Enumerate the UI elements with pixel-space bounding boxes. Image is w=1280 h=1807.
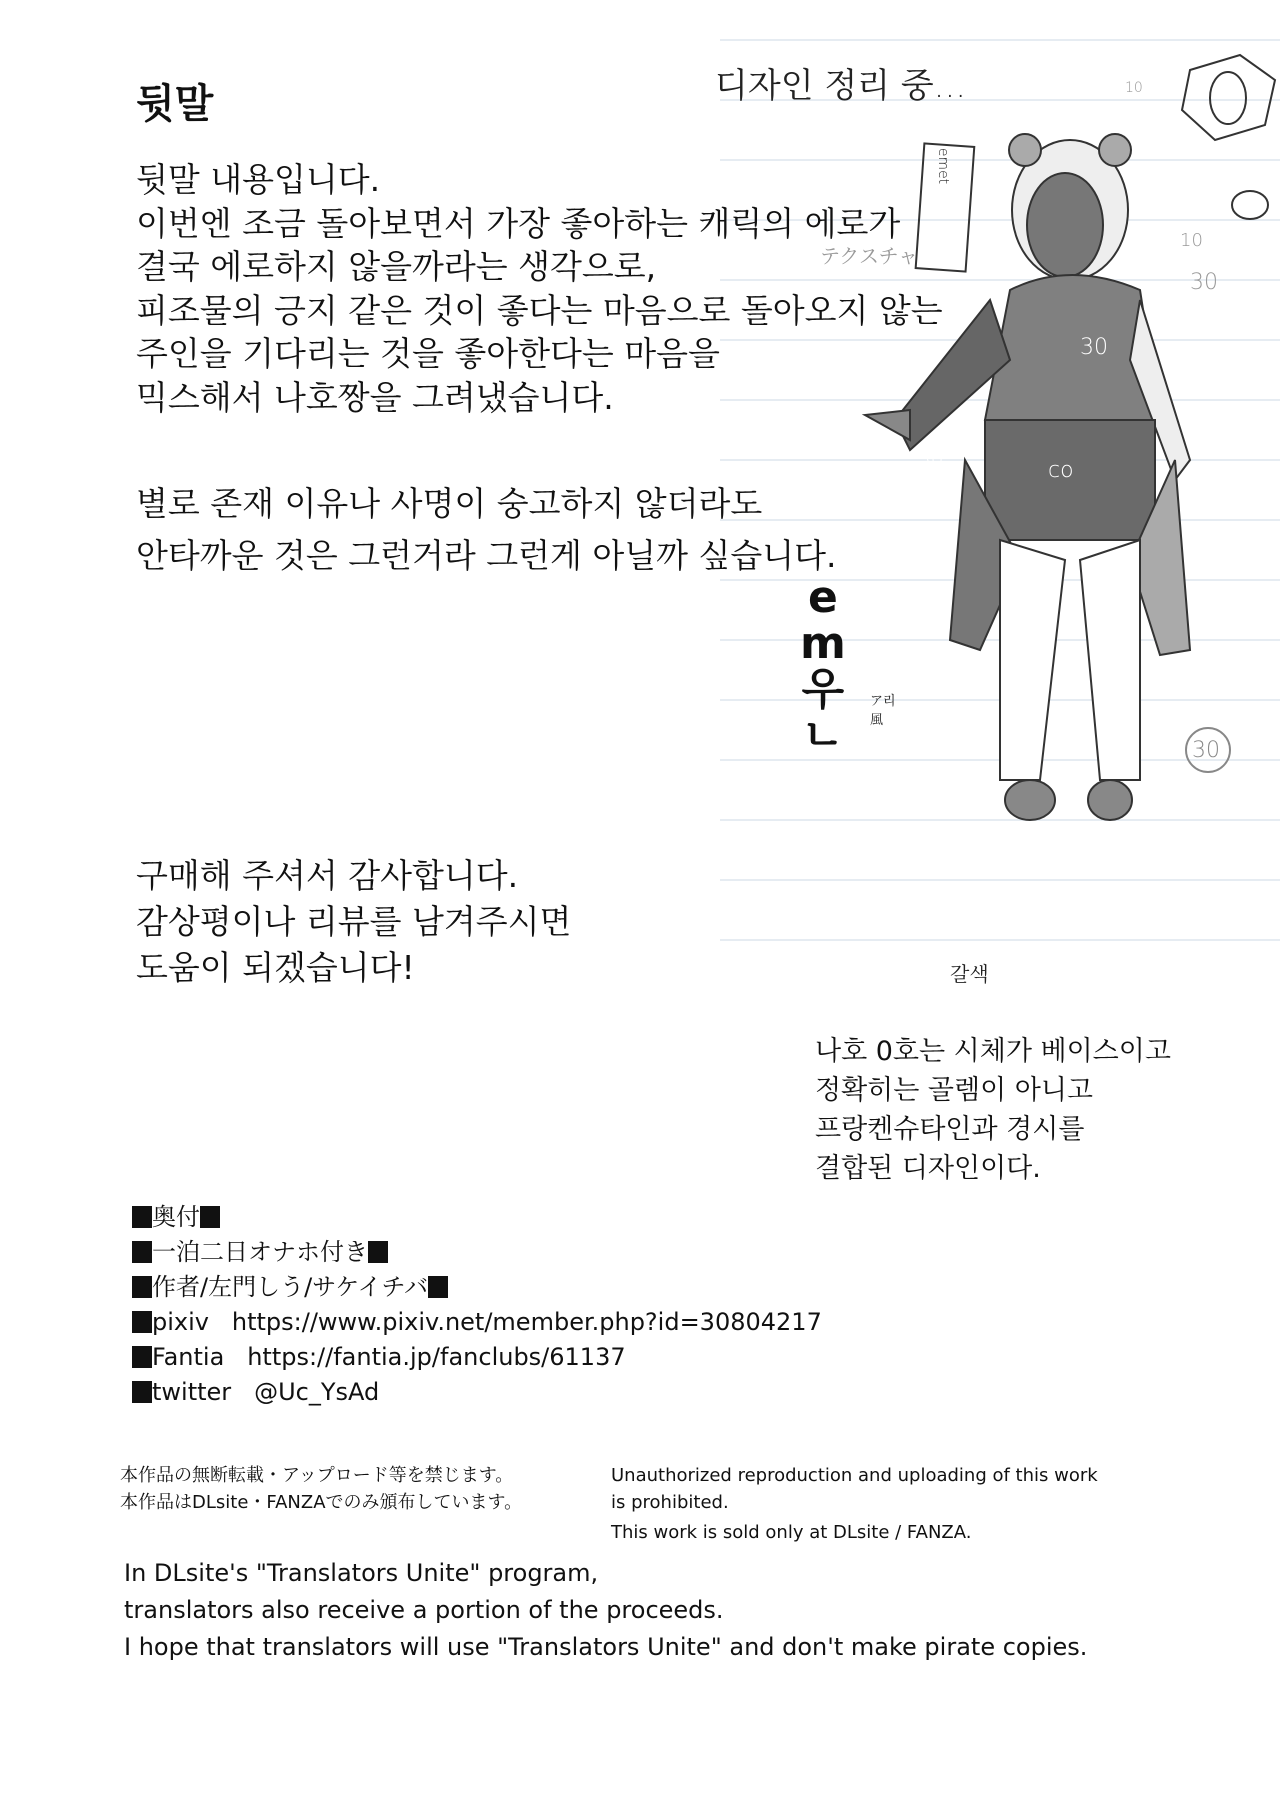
square-bullet-icon <box>200 1206 220 1228</box>
fantia-link[interactable]: https://fantia.jp/fanclubs/61137 <box>247 1343 626 1371</box>
square-bullet-icon <box>132 1241 152 1263</box>
square-bullet-icon <box>368 1241 388 1263</box>
square-bullet-icon <box>428 1276 448 1298</box>
text-line: 本作品の無断転載・アップロード等を禁じます。 <box>120 1465 514 1486</box>
colophon-text: 作者/左門しう/サケイチバ <box>152 1273 429 1301</box>
text-line: This work is sold only at DLsite / FANZA. <box>611 1522 972 1543</box>
sketch-vertical-word <box>800 572 846 761</box>
legal-notice-en <box>611 1462 1098 1546</box>
text-line: 이번엔 조금 돌아보면서 가장 좋아하는 캐릭의 에로가 <box>136 203 901 243</box>
text-line: 나호 0호는 시체가 베이스이고 <box>815 1036 1171 1067</box>
legal-notice-jp <box>120 1462 522 1516</box>
translators-unite-note <box>124 1555 1087 1666</box>
afterword-paragraph-1 <box>136 158 943 419</box>
colophon-line <box>132 1200 822 1235</box>
page-title: 뒷말 <box>136 81 214 127</box>
nut-bolt-doodle <box>1182 55 1275 219</box>
text-line: translators also receive a portion of the proceeds. <box>124 1596 724 1624</box>
sketch-plate-label: emet <box>935 147 952 185</box>
sketch-letter: e <box>808 572 838 623</box>
twitter-link[interactable]: @Uc_YsAd <box>254 1378 380 1406</box>
sketch-mark: 50 <box>918 447 944 471</box>
text-line: is prohibited. <box>611 1492 729 1513</box>
colophon-line <box>132 1235 822 1270</box>
text-line: Unauthorized reproduction and uploading of this work <box>611 1465 1098 1486</box>
sketch-letter: 우 <box>801 664 845 715</box>
text-line: 주인을 기다리는 것을 좋아한다는 마음을 <box>136 334 720 373</box>
sketch-brown-label: 갈색 <box>950 962 989 986</box>
sketch-small-note: ア리 風 <box>870 694 896 728</box>
pixiv-link[interactable]: https://www.pixiv.net/member.php?id=30804217 <box>231 1308 822 1336</box>
square-bullet-icon <box>132 1381 152 1403</box>
text-line: 정확히는 골렘이 아니고 <box>815 1075 1093 1106</box>
text-line: I hope that translators will use "Translators Unite" and don't make pirate copies. <box>124 1633 1088 1661</box>
square-bullet-icon <box>132 1276 152 1298</box>
sketch-mark: 10 <box>1180 230 1203 251</box>
afterword-paragraph-2 <box>136 478 837 582</box>
sketch-heading: 디자인 정리 중... <box>715 66 967 106</box>
sketch-letter: m <box>800 618 846 669</box>
text-line: 뒷말 내용입니다. <box>136 160 381 199</box>
sketch-mark: 10 <box>1125 80 1143 96</box>
pixiv-link-line <box>132 1305 822 1340</box>
text-line: 本作品はDLsite・FANZAでのみ頒布しています。 <box>120 1492 523 1513</box>
design-note <box>815 1032 1171 1188</box>
colophon-line <box>132 1270 822 1305</box>
text-line: 피조물의 긍지 같은 것이 좋다는 마음으로 돌아오지 않는 <box>136 290 943 330</box>
sketch-mark: co <box>1048 458 1074 483</box>
text-line: In DLsite's "Translators Unite" program, <box>124 1559 599 1587</box>
text-line: 결국 에로하지 않을까라는 생각으로, <box>136 247 657 286</box>
thanks-paragraph <box>136 853 571 991</box>
sketch-mark: 30 <box>1190 270 1218 295</box>
sketch-texture-label: テクスチャ <box>820 244 918 268</box>
text-line: 믹스해서 나호짱을 그려냈습니다. <box>136 377 614 417</box>
square-bullet-icon <box>132 1311 152 1333</box>
square-bullet-icon <box>132 1346 152 1368</box>
text-line: 구매해 주셔서 감사합니다. <box>136 856 519 895</box>
sketch-letter: ㄴ <box>801 710 845 761</box>
square-bullet-icon <box>132 1206 152 1228</box>
link-label: Fantia <box>152 1343 225 1371</box>
text-line: 별로 존재 이유나 사명이 숭고하지 않더라도 <box>136 484 763 523</box>
text-line: 감상평이나 리뷰를 남겨주시면 <box>136 902 572 941</box>
colophon-text: 一泊二日オナホ付き <box>152 1238 368 1266</box>
text-line: 프랑켄슈타인과 경시를 <box>815 1114 1085 1145</box>
colophon <box>132 1200 822 1410</box>
text-line: 안타까운 것은 그런거라 그런게 아닐까 싶습니다. <box>136 536 837 575</box>
text-line: 도움이 되겠습니다! <box>136 948 415 987</box>
fantia-link-line <box>132 1340 822 1375</box>
link-label: pixiv <box>152 1308 209 1336</box>
twitter-link-line <box>132 1375 822 1410</box>
sketch-mark: 30 <box>1192 738 1220 763</box>
link-label: twitter <box>152 1378 232 1406</box>
colophon-text: 奥付 <box>152 1203 200 1231</box>
text-line: 결합된 디자인이다. <box>815 1153 1041 1184</box>
sketch-mark: 30 <box>1080 335 1108 360</box>
